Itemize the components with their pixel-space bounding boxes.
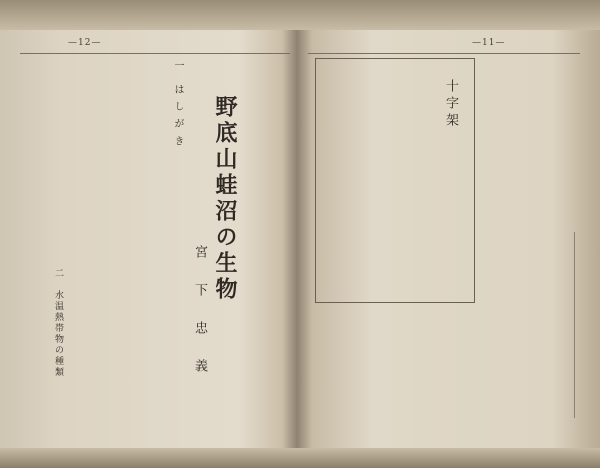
quote-marker-bar xyxy=(574,232,575,418)
bottom-page-edge xyxy=(0,448,600,468)
section1-heading: 一 は し が き xyxy=(172,60,183,148)
section2-heading: 二 水温熱帯物の種類 xyxy=(53,268,63,378)
right-header-rule xyxy=(308,53,580,54)
article-title: 野底山蛙沼の生物 xyxy=(212,95,238,303)
article-author: 宮 下 忠 義 xyxy=(192,245,207,378)
right-lower-text xyxy=(345,232,570,418)
top-page-edge xyxy=(0,0,600,30)
right-footer-note xyxy=(322,310,342,420)
right-top-text xyxy=(480,60,580,220)
left-page-number: —12— xyxy=(68,38,102,48)
left-header-rule xyxy=(20,53,290,54)
section2-body xyxy=(20,340,50,425)
right-page-number: —11— xyxy=(472,38,506,48)
poem-title: 十字架 xyxy=(443,79,458,130)
